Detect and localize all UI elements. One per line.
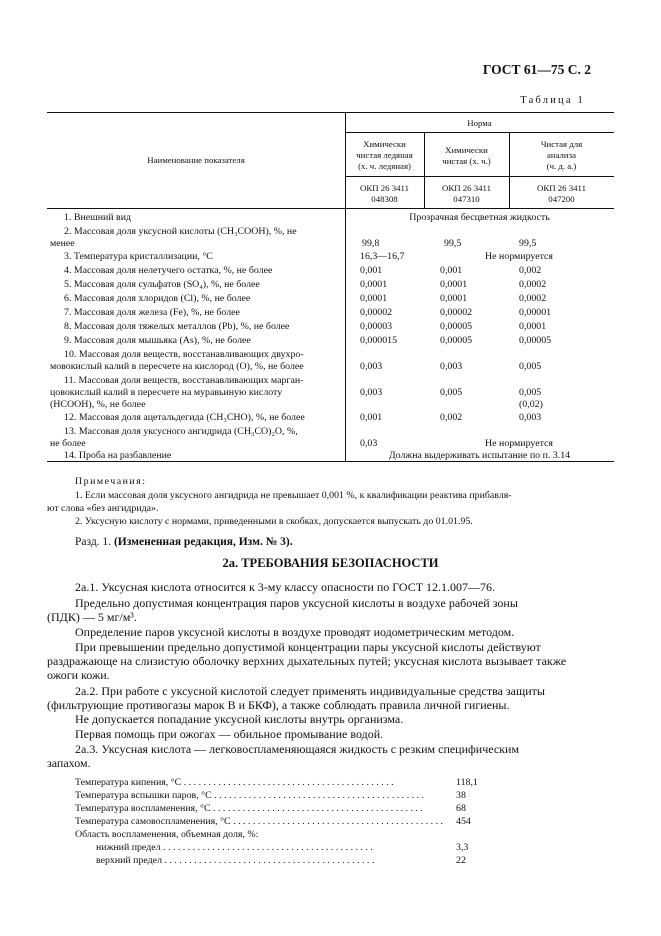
table-row-name: 14. Проба на разбавление	[64, 450, 172, 461]
property-row: нижний предел . . . . . . . . . . . . . . . . . . . . . . . . . . . . . . . . . . . . . . . . . . .	[96, 842, 373, 853]
column-header-norm: Норма	[467, 118, 492, 128]
paragraph: ожоги кожи.	[47, 668, 110, 682]
table-cell: 0,0002	[519, 279, 547, 290]
table-row-name-cont: цовокислый калий в пересчете на муравьиную кислоту	[50, 387, 283, 398]
paragraph: 2а.3. Уксусная кислота — легковоспламеняющаяся жидкость с резким специфическим	[75, 742, 520, 756]
table-cell: 0,0002	[519, 293, 547, 304]
table-cell: 0,002	[519, 265, 542, 276]
property-value: 38	[456, 790, 466, 801]
paragraph: Определение паров уксусной кислоты в воздухе проводят иодометрическим методом.	[75, 625, 515, 639]
table-row-name-cont: не более	[50, 438, 86, 449]
table-row-name: 11. Массовая доля веществ, восстанавливающих марган-	[64, 375, 304, 386]
table-cell-span: Должна выдерживать испытание по п. 3.14	[388, 450, 571, 461]
paragraph: запахом.	[47, 756, 91, 770]
table-cell: 0,00002	[360, 307, 393, 318]
table-cell: 0,0001	[440, 293, 468, 304]
table-cell: 0,00005	[519, 335, 552, 346]
table-row-name: 12. Массовая доля ацетальдегида (CH₃CHO), %, не более	[64, 412, 305, 423]
table-cell: 0,003	[360, 361, 383, 372]
okp-code: ОКП 26 3411 047310	[441, 183, 492, 204]
table-cell: 0,003	[440, 361, 463, 372]
grade-header: Чистая для анализа (ч. д. а.)	[540, 139, 583, 171]
table-cell: 0,003	[360, 387, 383, 398]
paragraph: При превышении предельно допустимой концентрации пары уксусной кислоты действуют	[75, 640, 541, 654]
okp-rule	[345, 176, 614, 177]
table-cell: 0,001	[360, 265, 383, 276]
norm-rule	[345, 132, 614, 133]
table-cell: 99,8	[362, 238, 380, 249]
table-cell: 0,003	[519, 412, 542, 423]
notes-title: Примечания:	[75, 476, 147, 487]
column-header-name: Наименование показателя	[147, 155, 245, 165]
paragraph: Первая помощь при ожогах — обильное промывание водой.	[75, 727, 384, 741]
grade-header: Химически чистая ледяная (х. ч. ледяная)	[356, 139, 413, 171]
table-row-name-cont: менее	[50, 238, 75, 249]
table-caption: Таблица 1	[520, 95, 585, 106]
property-row: Температура кипения, °С . . . . . . . . . . . . . . . . . . . . . . . . . . . . . . . . . . . . . . . . . . .	[75, 777, 394, 788]
section-ref: Разд. 1. (Измененная редакция, Изм. № 3).	[75, 536, 293, 548]
table-row-name: 6. Массовая доля хлоридов (Cl), %, не более	[64, 293, 251, 304]
table-cell: (0,02)	[519, 399, 543, 410]
table-cell-span: Не нормируется	[485, 251, 553, 262]
table-cell: 0,0001	[360, 279, 388, 290]
table-row-name: 10. Массовая доля веществ, восстанавливающих двухро-	[64, 349, 304, 360]
property-row: Температура воспламенения, °С . . . . . . . . . . . . . . . . . . . . . . . . . . . . . . . . . . . . . . . . . . .	[75, 803, 423, 814]
property-row: Температура самовоспламенения, °С . . . . . . . . . . . . . . . . . . . . . . . . . . . . . . . . . . . . . . . . . . .	[75, 816, 443, 827]
table-cell: 99,5	[444, 238, 462, 249]
table-cell: 0,00005	[440, 321, 473, 332]
table-cell: 0,00002	[440, 307, 473, 318]
property-value: 3,3	[456, 842, 469, 853]
table-cell: 0,00005	[440, 335, 473, 346]
table-cell: 0,005	[519, 387, 542, 398]
property-value: 22	[456, 855, 466, 866]
table-cell: 0,002	[440, 412, 463, 423]
table-cell: 0,00003	[360, 321, 393, 332]
table-cell-span: Прозрачная бесцветная жидкость	[409, 212, 550, 223]
table-cell: 16,3—16,7	[360, 251, 405, 262]
paragraph: 2а.2. При работе с уксусной кислотой следует применять индивидуальные средства защиты	[75, 684, 545, 698]
paragraph: 2а.1. Уксусная кислота относится к 3-му классу опасности по ГОСТ 12.1.007—76.	[75, 580, 496, 594]
table-row-name-cont: (HCOOH), %, не более	[50, 399, 146, 410]
okp-code: ОКП 26 3411 047200	[536, 183, 587, 204]
table-top-rule	[47, 112, 614, 113]
table-cell: 0,000015	[360, 335, 398, 346]
table-cell: 0,005	[519, 361, 542, 372]
okp-code: ОКП 26 3411 048308	[359, 183, 410, 204]
paragraph: Не допускается попадание уксусной кислоты внутрь организма.	[75, 712, 404, 726]
table-cell: 0,00001	[519, 307, 552, 318]
paragraph: раздражающе на слизистую оболочку верхних дыхательных путей; уксусная кислота вызывает также	[47, 654, 567, 668]
table-row-name: 1. Внешний вид	[64, 212, 132, 223]
property-value: 68	[456, 803, 466, 814]
flammability-title: Область воспламенения, объемная доля, %:	[75, 829, 259, 840]
paragraph: (ПДК) — 5 мг/м³.	[47, 610, 137, 624]
table-row-name: 3. Температура кристаллизации, °С	[64, 251, 213, 262]
table-cell: 0,0001	[440, 279, 468, 290]
table-cell: 0,03	[360, 438, 378, 449]
page-header: ГОСТ 61—75 С. 2	[482, 62, 591, 77]
table-cell-span: Не нормируется	[485, 438, 553, 449]
table-cell: 99,5	[519, 238, 537, 249]
paragraph: Предельно допустимая концентрация паров уксусной кислоты в воздухе рабочей зоны	[75, 596, 518, 610]
table-cell: 0,001	[440, 265, 463, 276]
table-row-name: 9. Массовая доля мышьяка (As), %, не более	[64, 335, 251, 346]
table-row-name: 4. Массовая доля нелетучего остатка, %, не более	[64, 265, 273, 276]
table-cell: 0,0001	[360, 293, 388, 304]
table-row-name: 2. Массовая доля уксусной кислоты (CH₃COOH), %, не	[64, 226, 297, 237]
table-cell: 0,0001	[519, 321, 547, 332]
table-cell: 0,001	[360, 412, 383, 423]
grade-header: Химически чистая (х. ч.)	[442, 145, 491, 166]
property-value: 454	[456, 816, 471, 827]
note-line: 2. Уксусную кислоту с нормами, приведенными в скобках, допускается выпускать до 01.01.95.	[75, 516, 473, 527]
paragraph: (фильтрующие противогазы марок В и БКФ), а также соблюдать правила личной гигиены.	[47, 698, 510, 712]
property-row: Температура вспышки паров, °С . . . . . . . . . . . . . . . . . . . . . . . . . . . . . . . . . . . . . . . . . . .	[75, 790, 424, 801]
table-row-name: 5. Массовая доля сульфатов (SO₄), %, не более	[64, 279, 260, 290]
table-row-name: 13. Массовая доля уксусного ангидрида (CH₃CO)₂O, %,	[64, 426, 298, 437]
note-line: 1. Если массовая доля уксусного ангидрида не превышает 0,001 %, к квалификации реактива прибавля-	[75, 490, 512, 501]
table-row-name: 7. Массовая доля железа (Fe), %, не более	[64, 307, 240, 318]
table-header-rule	[47, 208, 614, 209]
property-row: верхний предел . . . . . . . . . . . . . . . . . . . . . . . . . . . . . . . . . . . . . . . . . . .	[96, 855, 375, 866]
table-cell: 0,005	[440, 387, 463, 398]
section-title: 2а. ТРЕБОВАНИЯ БЕЗОПАСНОСТИ	[222, 556, 439, 570]
table-row-name-cont: мовокислый калий в пересчете на кислород (O), %, не более	[50, 361, 304, 372]
note-line: ют слова «без ангидрида».	[47, 503, 159, 514]
table-row-name: 8. Массовая доля тяжелых металлов (Pb), %, не более	[64, 321, 290, 332]
property-value: 118,1	[456, 777, 478, 788]
